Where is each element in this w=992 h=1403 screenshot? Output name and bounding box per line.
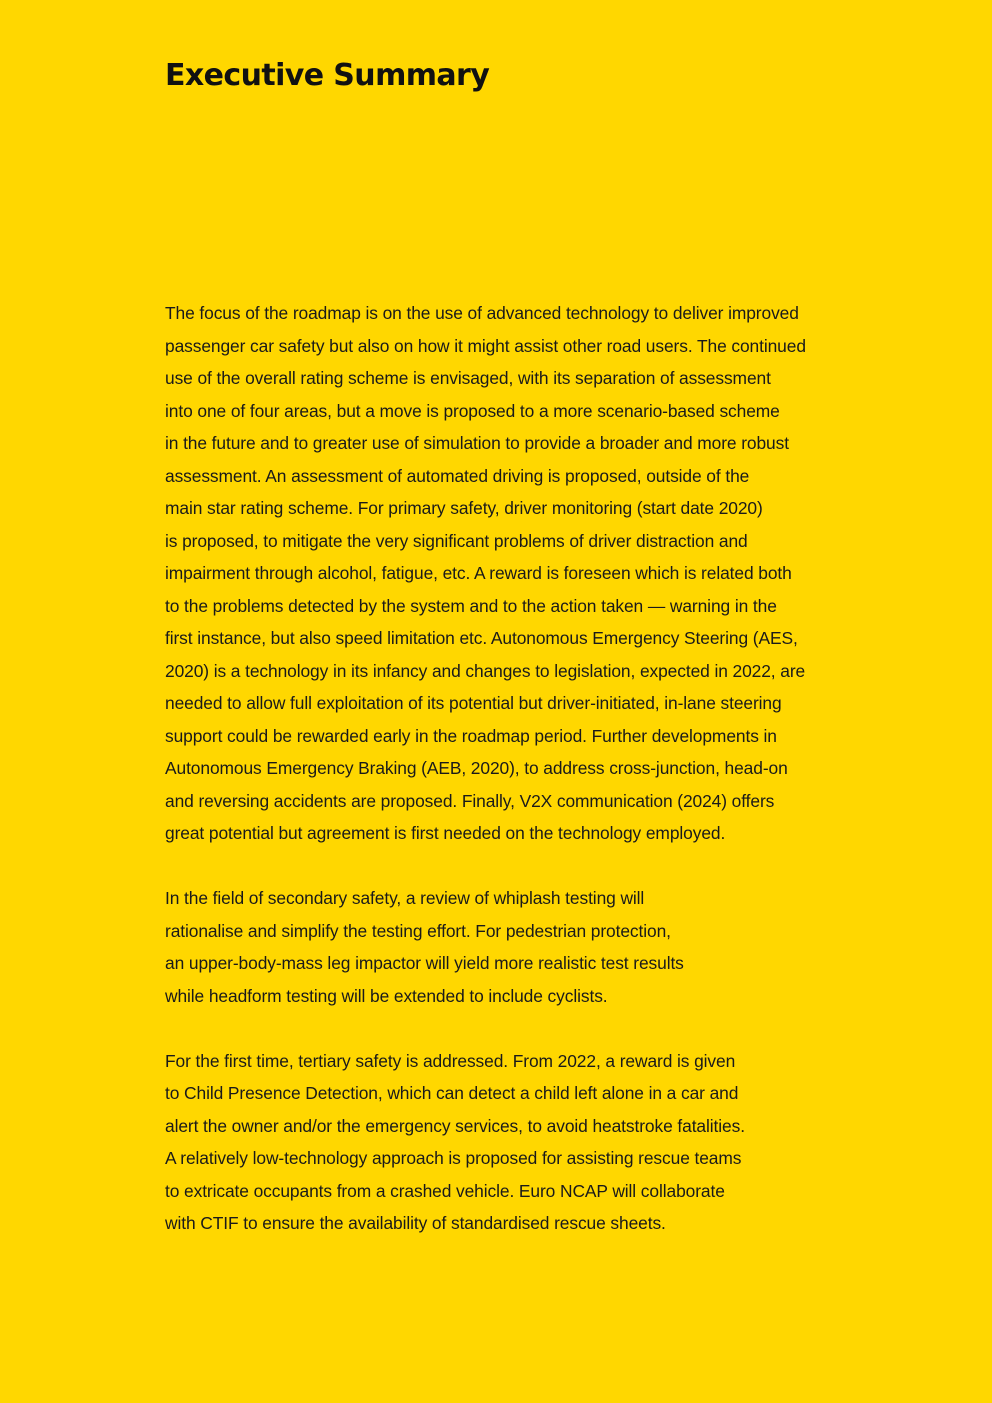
page-title: Executive Summary	[165, 58, 490, 93]
text-line: into one of four areas, but a move is proposed to a more scenario-based scheme	[165, 400, 780, 421]
text-line: The focus of the roadmap is on the use of advanced technology to deliver improved	[165, 303, 799, 323]
text-line: passenger car safety but also on how it might assist other road users. The continued	[165, 335, 806, 356]
text-line: alert the owner and/or the emergency services, to avoid heatstroke fatalities.	[165, 1115, 745, 1136]
summary-body	[165, 297, 885, 1272]
text-line: For the first time, tertiary safety is addressed. From 2022, a reward is given	[165, 1050, 736, 1071]
text-line: to the problems detected by the system and to the action taken — warning in the	[165, 595, 777, 616]
text-line: assessment. An assessment of automated driving is proposed, outside of the	[165, 465, 750, 486]
text-line: A relatively low-technology approach is proposed for assisting rescue teams	[165, 1148, 742, 1168]
text-line: to extricate occupants from a crashed vehicle. Euro NCAP will collaborate	[165, 1180, 725, 1201]
text-line: is proposed, to mitigate the very significant problems of driver distraction and	[165, 530, 748, 551]
paragraph-tertiary-safety	[165, 1045, 885, 1240]
text-line: and reversing accidents are proposed. Finally, V2X communication (2024) offers	[165, 790, 775, 811]
paragraph-primary-safety	[165, 297, 885, 850]
text-line: first instance, but also speed limitation etc. Autonomous Emergency Steering (AES,	[165, 628, 798, 648]
paragraph-secondary-safety	[165, 882, 885, 1012]
text-line: Autonomous Emergency Braking (AEB, 2020), to address cross-junction, head-on	[165, 758, 788, 778]
text-line: with CTIF to ensure the availability of standardised rescue sheets.	[165, 1213, 666, 1233]
text-line: main star rating scheme. For primary safety, driver monitoring (start date 2020)	[165, 498, 763, 518]
text-line: support could be rewarded early in the roadmap period. Further developments in	[165, 725, 777, 746]
text-line: to Child Presence Detection, which can detect a child left alone in a car and	[165, 1083, 739, 1103]
text-line: needed to allow full exploitation of its potential but driver-initiated, in-lane steering	[165, 693, 782, 713]
text-line: while headform testing will be extended to include cyclists.	[165, 985, 608, 1006]
text-line: use of the overall rating scheme is envisaged, with its separation of assessment	[165, 368, 771, 388]
text-line: impairment through alcohol, fatigue, etc. A reward is foreseen which is related both	[165, 563, 792, 583]
text-line: rationalise and simplify the testing effort. For pedestrian protection,	[165, 920, 671, 941]
text-line: an upper-body-mass leg impactor will yield more realistic test results	[165, 953, 684, 973]
text-line: great potential but agreement is first needed on the technology employed.	[165, 823, 726, 843]
text-line: 2020) is a technology in its infancy and changes to legislation, expected in 2022, are	[165, 660, 806, 681]
text-line: in the future and to greater use of simulation to provide a broader and more robust	[165, 433, 789, 453]
text-line: In the field of secondary safety, a review of whiplash testing will	[165, 888, 645, 908]
